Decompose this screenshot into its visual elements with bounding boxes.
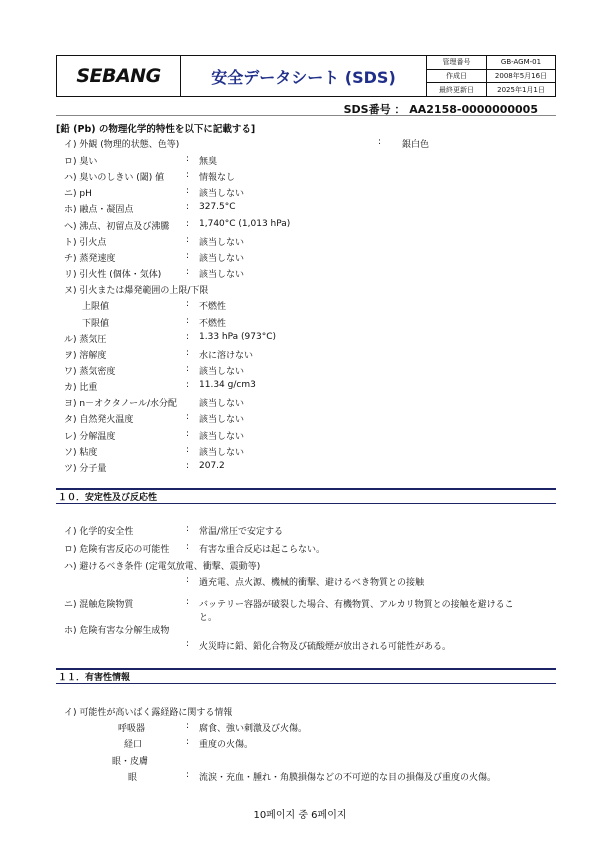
property-label: ヘ) 沸点、初留点及び沸騰: [64, 222, 170, 232]
property-label: 下限値: [82, 319, 110, 329]
property-value: 水に溶けない: [199, 351, 254, 361]
property-value: 11.34 g/cm3: [199, 380, 256, 390]
property-label: ヌ) 引火または爆発範囲の上限/下限: [64, 286, 209, 296]
property-label: イ) 可能性が高いばく露経路に関する情報: [64, 708, 233, 718]
property-label: ハ) 避けるべき条件 (定電気放電、衝撃、震動等): [64, 562, 261, 572]
property-colon: :: [186, 219, 190, 229]
property-value: 207.2: [199, 461, 225, 471]
property-value: 有害な重合反応は起こらない。: [199, 545, 326, 555]
meta-row-created: [427, 70, 555, 84]
property-label: イ) 外観 (物理的状態、色等): [64, 140, 180, 150]
property-value-continued: と。: [199, 613, 218, 623]
property-label: 上限値: [82, 302, 110, 312]
property-value: バッテリー容器が破裂した場合、有機物質、アルカリ物質との接触を避けるこ: [199, 600, 514, 610]
property-colon: :: [186, 639, 190, 649]
property-value: 1.33 hPa (973°C): [199, 332, 276, 342]
property-label: ホ) 融点・凝固点: [64, 205, 134, 215]
property-value: 情報なし: [199, 173, 236, 183]
property-colon: :: [186, 770, 190, 780]
property-label: ソ) 粘度: [64, 448, 98, 458]
property-colon: :: [186, 412, 190, 422]
property-value: 該当しない: [199, 432, 245, 442]
property-colon: :: [186, 235, 190, 245]
property-colon: :: [186, 202, 190, 212]
property-value: 過充電、点火源、機械的衝撃、避けるべき物質との接触: [199, 578, 425, 588]
property-value: 該当しない: [199, 367, 245, 377]
property-label: ホ) 危険有害な分解生成物: [64, 626, 170, 636]
document-header: [56, 55, 556, 97]
property-value: 該当しない: [199, 254, 245, 264]
property-label: ト) 引火点: [64, 238, 107, 248]
property-value: 1,740°C (1,013 hPa): [199, 219, 291, 229]
property-label: イ) 化学的安全性: [64, 527, 134, 537]
property-colon: :: [186, 299, 190, 309]
divider: [56, 115, 556, 116]
property-label: ロ) 危険有害反応の可能性: [64, 545, 170, 555]
property-colon: :: [186, 461, 190, 471]
company-logo: SEBANG: [57, 56, 181, 96]
property-value: 銀白色: [402, 140, 430, 150]
property-label: ニ) pH: [64, 189, 92, 199]
property-value: 火災時に鉛、鉛化合物及び硫酸煙が放出される可能性がある。: [199, 642, 452, 652]
property-colon: :: [186, 170, 190, 180]
property-value: 不燃性: [199, 302, 227, 312]
property-value: 327.5°C: [199, 202, 236, 212]
property-colon: :: [186, 364, 190, 374]
property-label: ロ) 臭い: [64, 157, 98, 167]
property-colon: :: [186, 251, 190, 261]
section-10-title: １０．安定性及び反応性: [56, 488, 556, 504]
property-label: 眼: [128, 773, 138, 783]
property-colon: :: [186, 597, 190, 607]
property-label: 経口: [124, 740, 143, 750]
property-colon: :: [186, 445, 190, 455]
property-value: 常温/常圧で安定する: [199, 527, 284, 537]
property-value: 流涙・充血・腫れ・角膜損傷などの不可逆的な目の損傷及び重度の火傷。: [199, 773, 497, 783]
property-colon: :: [186, 332, 190, 342]
meta-label: 最終更新日: [427, 83, 487, 96]
property-colon: :: [186, 721, 190, 731]
property-value: 無臭: [199, 157, 218, 167]
property-value: 該当しない: [199, 399, 245, 409]
meta-table: [427, 56, 555, 96]
meta-value: GB-AGM-01: [500, 58, 542, 67]
property-colon: :: [186, 267, 190, 277]
property-label: ワ) 蒸気密度: [64, 367, 116, 377]
meta-row-control-number: [427, 56, 555, 70]
property-label: ツ) 分子量: [64, 464, 107, 474]
property-label: レ) 分解温度: [64, 432, 116, 442]
property-label: 呼吸器: [118, 724, 146, 734]
property-colon: :: [186, 575, 190, 585]
property-value: 重度の火傷。: [199, 740, 254, 750]
property-colon: :: [186, 737, 190, 747]
property-label: ハ) 臭いのしきい (閾) 値: [64, 173, 165, 183]
property-label: リ) 引火性 (個体・気体): [64, 270, 162, 280]
property-value: 腐食、強い刺激及び火傷。: [199, 724, 308, 734]
property-label: タ) 自然発火温度: [64, 415, 134, 425]
property-label: カ) 比重: [64, 383, 98, 393]
property-label: 眼・皮膚: [112, 757, 149, 767]
meta-label: 作成日: [427, 70, 487, 83]
meta-row-updated: [427, 83, 555, 96]
property-colon: :: [186, 186, 190, 196]
meta-value: 2025年1月1日: [497, 85, 545, 94]
document-title: 安全データシート (SDS): [181, 56, 427, 96]
property-label: ニ) 混触危険物質: [64, 600, 134, 610]
page-footer: 10페이지 중 6페이지: [253, 810, 347, 821]
property-colon: :: [186, 316, 190, 326]
property-value: 該当しない: [199, 238, 245, 248]
sds-number: SDS番号 ： AA2158-0000000005: [343, 103, 538, 116]
property-colon: :: [186, 524, 190, 534]
section-9-heading: [鉛 (Pb) の物理化学的特性を以下に記載する]: [56, 124, 256, 135]
property-label: チ) 蒸発速度: [64, 254, 116, 264]
property-label: ル) 蒸気圧: [64, 335, 107, 345]
property-value: 該当しない: [199, 189, 245, 199]
property-colon: :: [186, 380, 190, 390]
property-colon: :: [378, 137, 382, 147]
property-value: 該当しない: [199, 448, 245, 458]
property-value: 該当しない: [199, 270, 245, 280]
meta-label: 管理番号: [427, 56, 487, 69]
property-colon: :: [186, 429, 190, 439]
section-11-title: １１．有害性情報: [56, 668, 556, 684]
property-label: ヲ) 溶解度: [64, 351, 107, 361]
property-colon: :: [186, 348, 190, 358]
property-colon: :: [186, 542, 190, 552]
property-colon: :: [186, 154, 190, 164]
meta-value: 2008年5月16日: [494, 72, 548, 80]
property-value: 不燃性: [199, 319, 227, 329]
property-value: 該当しない: [199, 415, 245, 425]
property-label: ヨ) n－オクタノール/水分配: [64, 399, 178, 409]
